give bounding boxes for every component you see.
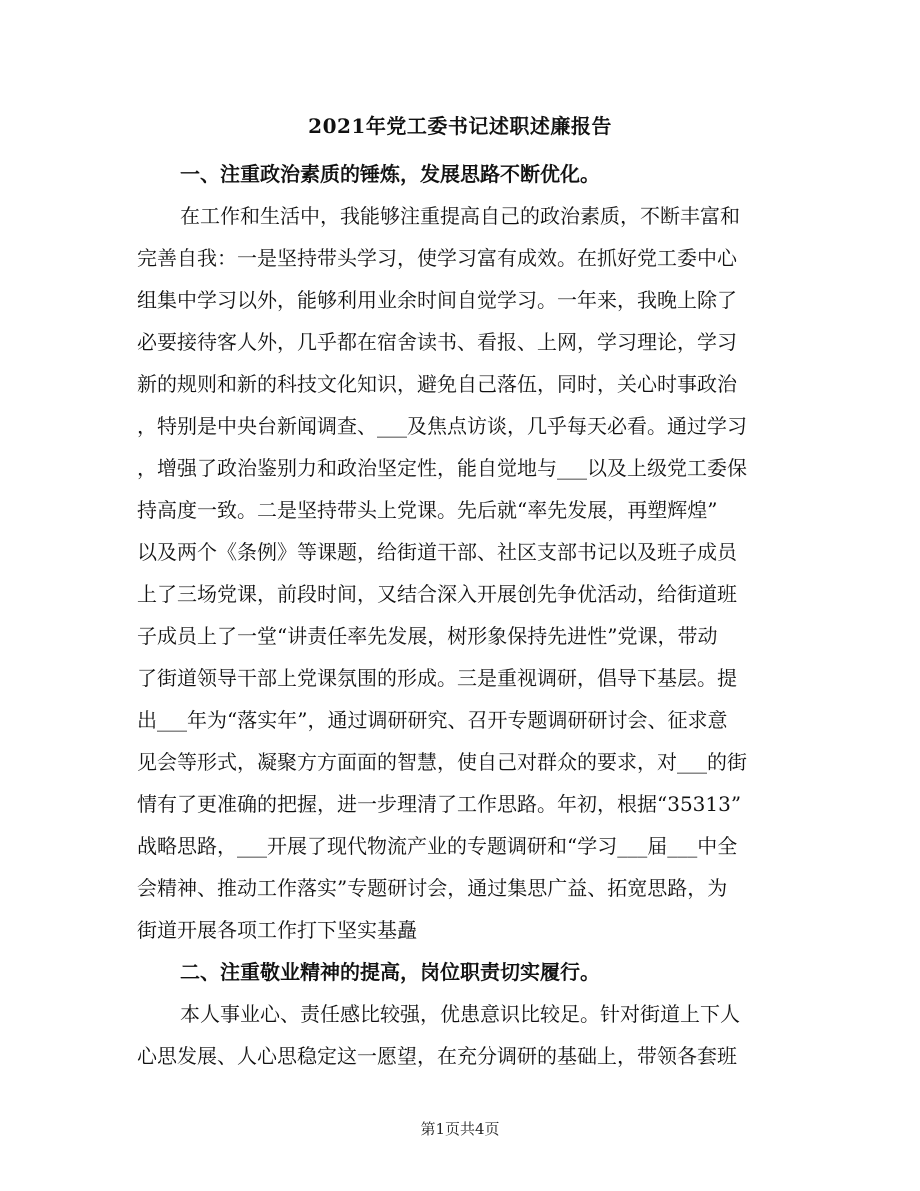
paragraph-line: 本人事业心、责任感比较强，优患意识比较足。针对街道上下人 — [180, 1002, 740, 1026]
paragraph-line: 战略思路，___开展了现代物流产业的专题调研和“学习___届___中全 — [137, 834, 738, 858]
paragraph-line: 出___年为“落实年”，通过调研研究、召开专题调研研讨会、征求意 — [137, 708, 728, 732]
paragraph-line: 必要接待客人外，几乎都在宿舍读书、看报、上网，学习理论，学习 — [137, 330, 737, 354]
paragraph-line: 心思发展、人心思稳定这一愿望，在充分调研的基础上，带领各套班 — [137, 1044, 737, 1068]
paragraph-line: 持高度一致。二是坚持带头上党课。先后就“率先发展，再塑辉煌” — [137, 498, 718, 522]
paragraph-line: 子成员上了一堂“讲责任率先发展，树形象保持先进性”党课，带动 — [137, 624, 718, 648]
section-heading-2: 二、注重敬业精神的提高，岗位职责切实履行。 — [180, 960, 600, 984]
paragraph-line: 新的规则和新的科技文化知识，避免自己落伍，同时，关心时事政治 — [137, 372, 737, 396]
section-heading-1: 一、注重政治素质的锤炼，发展思路不断优化。 — [180, 162, 600, 186]
document-title: 2021年党工委书记述职述廉报告 — [308, 114, 612, 138]
paragraph-line: 以及两个《条例》等课题，给街道干部、社区支部书记以及班子成员 — [137, 540, 737, 564]
paragraph-line: 街道开展各项工作打下坚实基矗 — [137, 918, 417, 942]
page-footer: 第1页共4页 — [420, 1120, 500, 1138]
paragraph-line: ，特别是中央台新闻调查、___及焦点访谈，几乎每天必看。通过学习 — [137, 414, 747, 438]
paragraph-line: 完善自我：一是坚持带头学习，使学习富有成效。在抓好党工委中心 — [137, 246, 737, 270]
paragraph-line: 上了三场党课，前段时间，又结合深入开展创先争优活动，给街道班 — [137, 582, 737, 606]
paragraph-line: 了街道领导干部上党课氛围的形成。三是重视调研，倡导下基层。提 — [137, 666, 737, 690]
paragraph-line: 见会等形式，凝聚方方面面的智慧，使自己对群众的要求，对___的街 — [137, 750, 747, 774]
paragraph-line: ，增强了政治鉴别力和政治坚定性，能自觉地与___以及上级党工委保 — [137, 456, 747, 480]
paragraph-line: 会精神、推动工作落实”专题研讨会，通过集思广益、拓宽思路，为 — [137, 876, 728, 900]
paragraph-line: 在工作和生活中，我能够注重提高自己的政治素质，不断丰富和 — [180, 204, 740, 228]
paragraph-line: 组集中学习以外，能够利用业余时间自觉学习。一年来，我晚上除了 — [137, 288, 737, 312]
paragraph-line: 情有了更准确的把握，进一步理清了工作思路。年初，根据“35313” — [137, 792, 742, 816]
